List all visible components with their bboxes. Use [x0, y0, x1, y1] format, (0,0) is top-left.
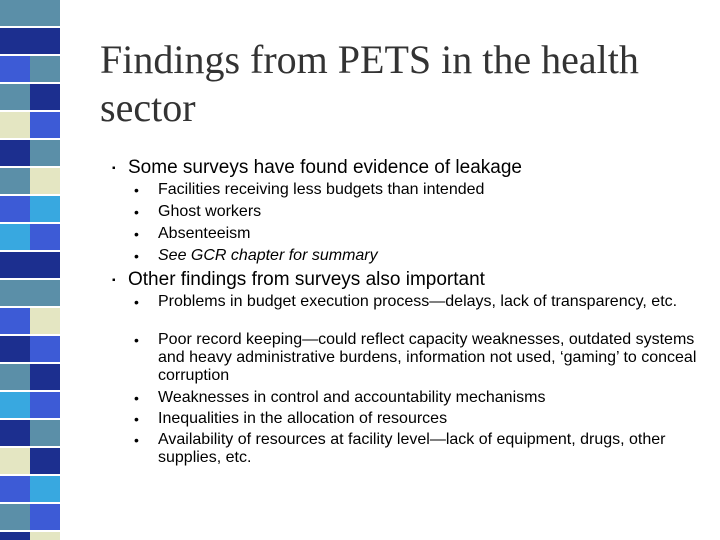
- bullet-icon: •: [134, 390, 139, 406]
- section-heading-text: Other findings from surveys also important: [128, 269, 485, 290]
- list-item: [134, 293, 703, 311]
- list-item-text: Ghost workers: [158, 203, 262, 220]
- bullet-icon: •: [134, 226, 139, 242]
- bullet-icon: •: [134, 432, 139, 448]
- list-item: [134, 410, 703, 428]
- list-item-text: Facilities receiving less budgets than intended: [158, 181, 485, 198]
- list-item-text: See GCR chapter for summary: [158, 247, 378, 264]
- slide-title: Findings from PETS in the health sector: [100, 37, 639, 130]
- bullet-icon: •: [134, 332, 139, 348]
- list-item: [134, 331, 703, 385]
- bullet-icon: ▪: [112, 275, 116, 286]
- bullet-icon: •: [134, 182, 139, 198]
- bullet-icon: •: [134, 411, 139, 427]
- section-heading-text: Some surveys have found evidence of leakage: [128, 157, 522, 178]
- bullet-icon: ▪: [112, 163, 116, 174]
- list-item: [134, 431, 703, 467]
- list-item-text: Absenteeism: [158, 225, 251, 242]
- list-item-text: Poor record keeping—could reflect capacity weaknesses, outdated systems and heavy administrative burdens, information not used, ‘gaming’ to conceal corruption: [158, 331, 697, 384]
- section-heading: [112, 269, 485, 291]
- bullet-icon: •: [134, 204, 139, 220]
- list-item: [134, 225, 703, 243]
- list-item: [134, 389, 703, 407]
- list-item: [134, 203, 703, 221]
- list-item-text: Availability of resources at facility level—lack of equipment, drugs, other supplies, etc.: [158, 431, 666, 466]
- section-heading: [112, 157, 522, 179]
- bullet-icon: •: [134, 248, 139, 264]
- list-item-text: Weaknesses in control and accountability mechanisms: [158, 389, 546, 406]
- list-item-text: Inequalities in the allocation of resources: [158, 410, 448, 427]
- list-item: [134, 181, 703, 199]
- list-item-text: Problems in budget execution process—delays, lack of transparency, etc.: [158, 293, 678, 310]
- list-item: [134, 247, 703, 265]
- bullet-icon: •: [134, 294, 139, 310]
